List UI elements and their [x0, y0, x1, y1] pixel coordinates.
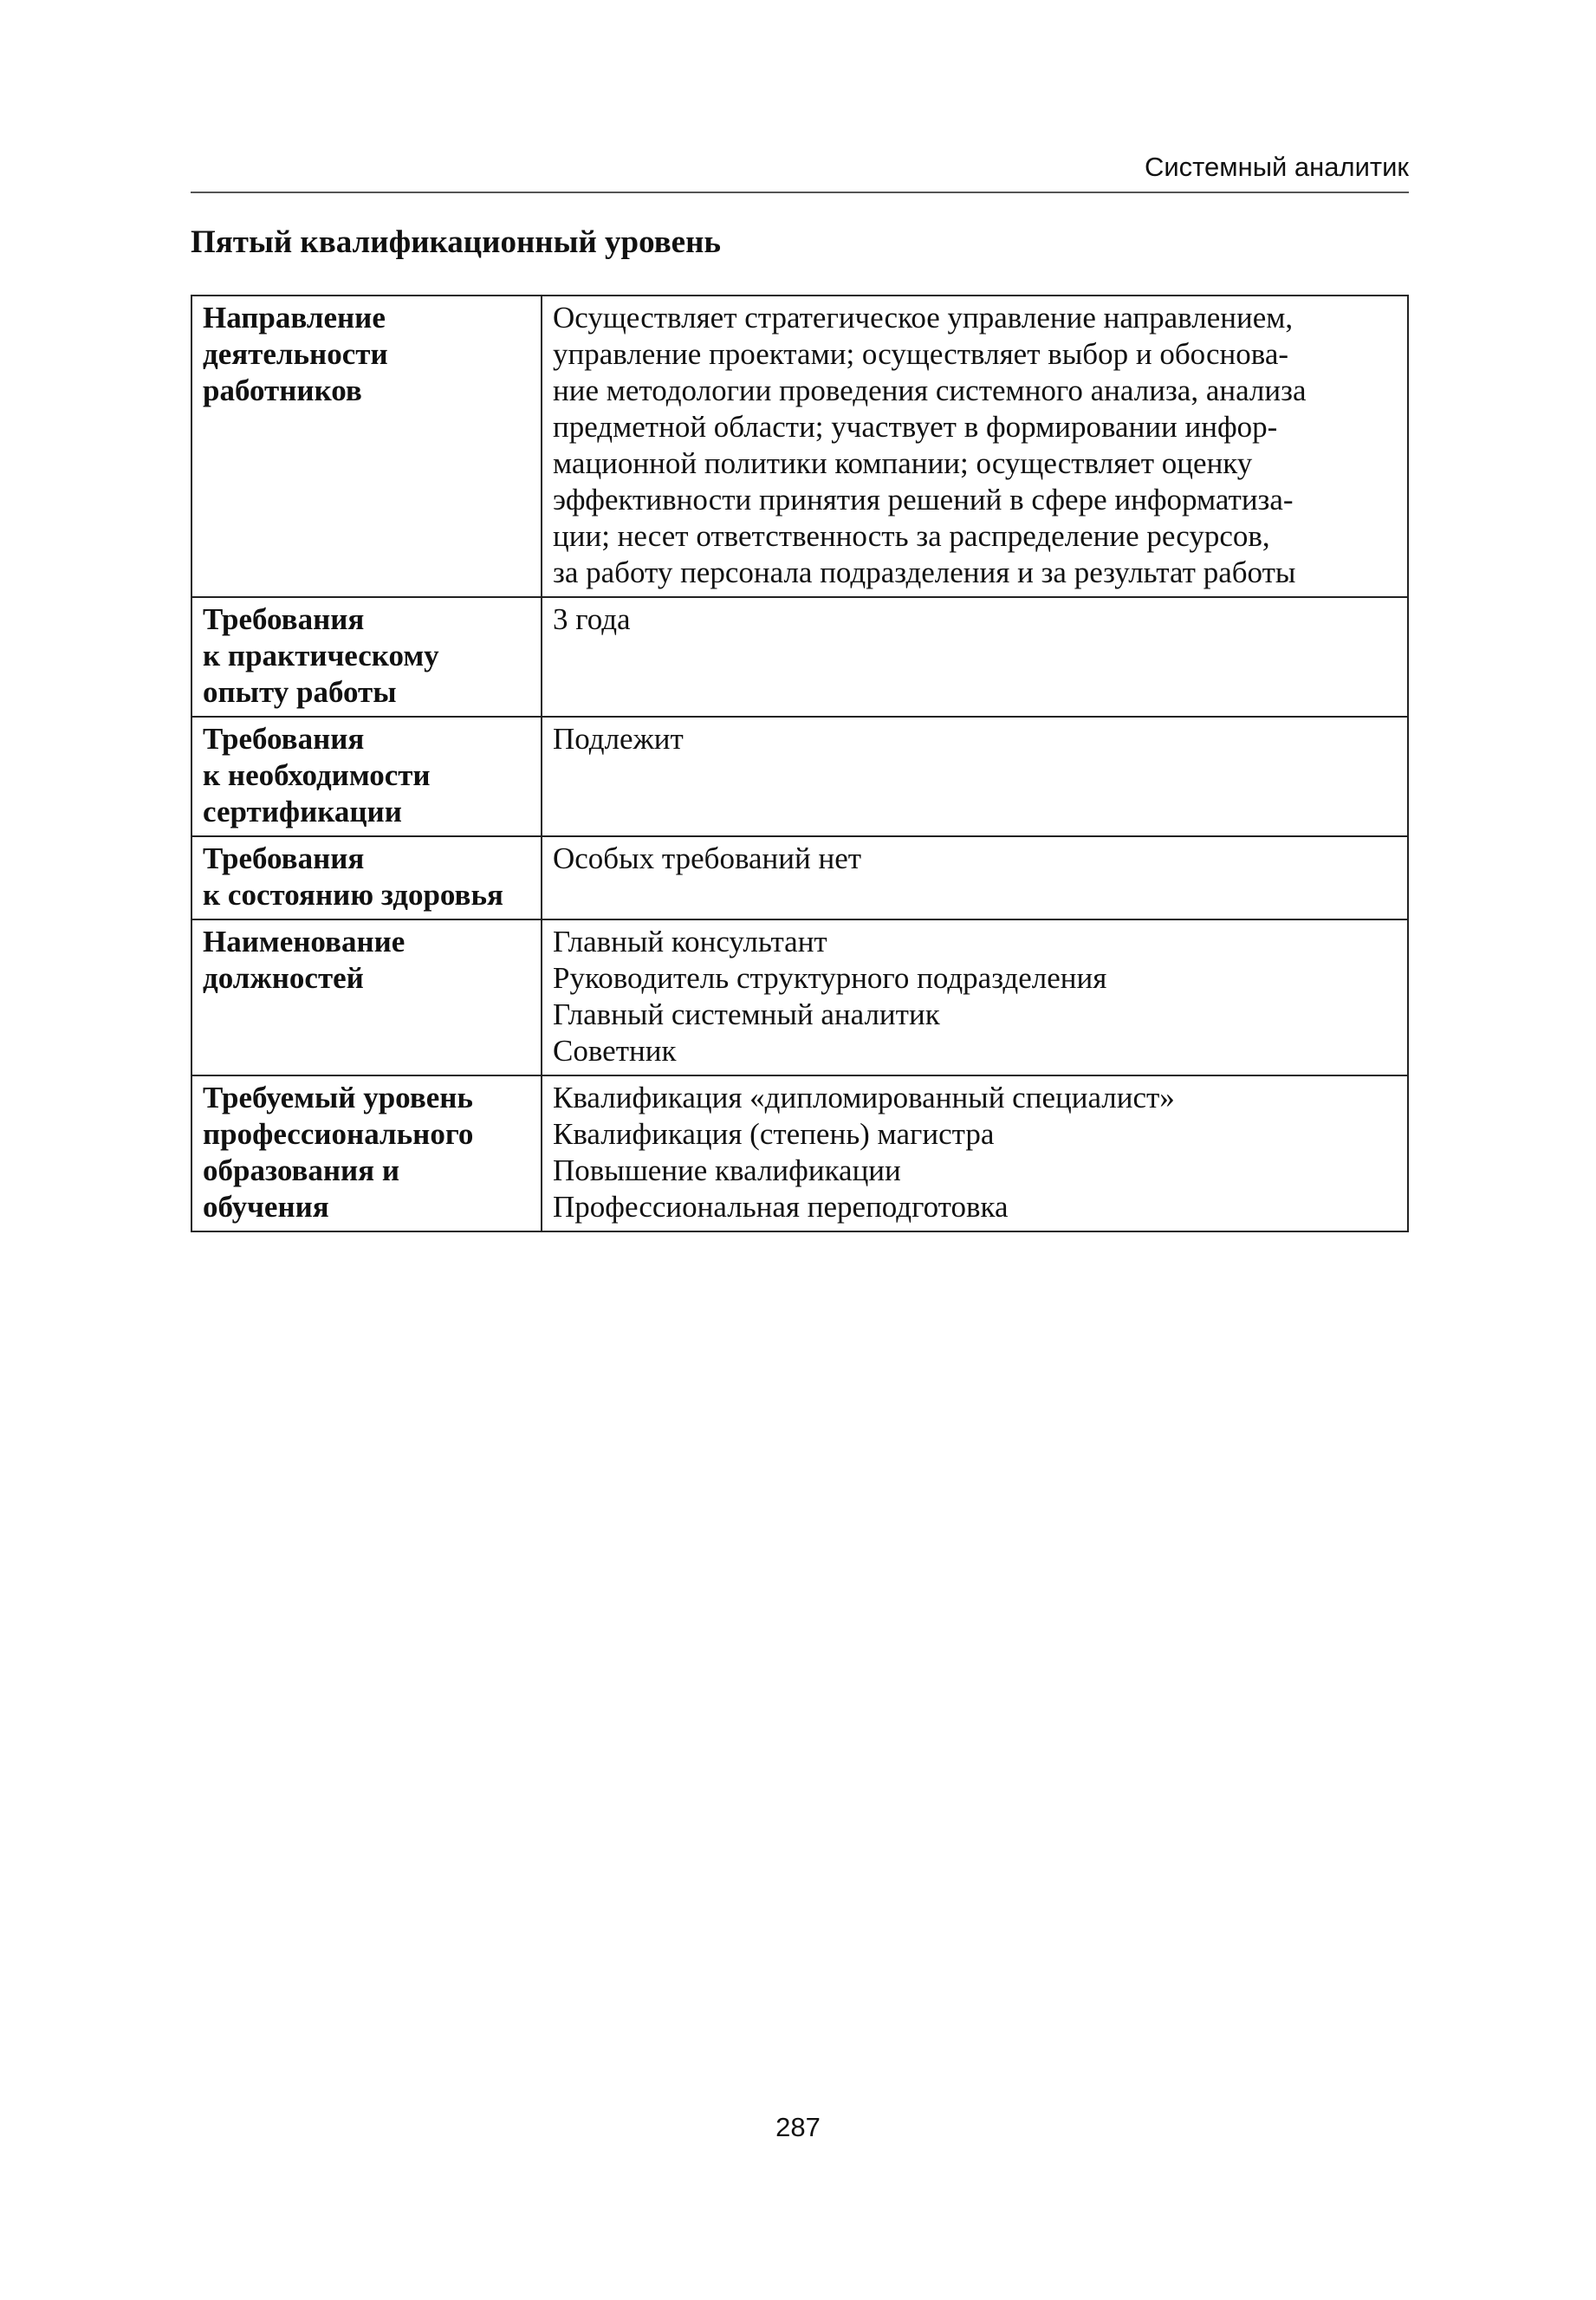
table-row	[191, 296, 1408, 597]
label-line: Наименование	[203, 925, 405, 958]
value-line: управление проектами; осуществляет выбор и обоснова-	[553, 337, 1289, 371]
label-line: Требования	[203, 841, 365, 875]
value-line: Главный системный аналитик	[553, 997, 940, 1031]
value-line: Главный консультант	[553, 925, 827, 958]
label-line: работников	[203, 374, 362, 407]
label-line: Направление	[203, 301, 386, 335]
row-label	[191, 597, 542, 717]
row-label	[191, 717, 542, 836]
label-line: к практическому	[203, 639, 439, 672]
value-line: предметной области; участвует в формировании инфор-	[553, 410, 1278, 444]
label-line: должностей	[203, 961, 364, 995]
label-line: к необходимости	[203, 758, 431, 792]
row-value	[542, 919, 1408, 1075]
row-value	[542, 597, 1408, 717]
value-line: 3 года	[553, 602, 631, 636]
row-value	[542, 717, 1408, 836]
qualification-table	[191, 295, 1409, 1232]
table-row	[191, 717, 1408, 836]
label-line: образования и обучения	[203, 1153, 400, 1224]
label-line: Требования	[203, 722, 365, 756]
page-number: 287	[775, 2112, 821, 2142]
row-label	[191, 296, 542, 597]
value-line: Советник	[553, 1034, 677, 1068]
label-line: Требования	[203, 602, 365, 636]
table-row	[191, 597, 1408, 717]
value-line: мационной политики компании; осуществляет оценку	[553, 446, 1253, 480]
value-line: Осуществляет стратегическое управление направлением,	[553, 301, 1294, 335]
label-line: к состоянию здоровья	[203, 878, 503, 912]
value-line: Квалификация «дипломированный специалист»	[553, 1081, 1175, 1114]
value-line: Руководитель структурного подразделения	[553, 961, 1107, 995]
row-value	[542, 836, 1408, 919]
table-row	[191, 836, 1408, 919]
label-line: деятельности	[203, 337, 388, 371]
value-line: Повышение квалификации	[553, 1153, 901, 1187]
row-label	[191, 836, 542, 919]
row-label	[191, 919, 542, 1075]
row-label	[191, 1075, 542, 1231]
value-line: Квалификация (степень) магистра	[553, 1117, 995, 1151]
label-line: сертификации	[203, 795, 402, 828]
label-line: профессионального	[203, 1117, 474, 1151]
table-row	[191, 919, 1408, 1075]
label-line: опыту работы	[203, 675, 397, 709]
section-title: Пятый квалификационный уровень	[191, 224, 721, 260]
row-value	[542, 296, 1408, 597]
table-row	[191, 1075, 1408, 1231]
value-line: Профессиональная переподготовка	[553, 1190, 1009, 1224]
value-line: эффективности принятия решений в сфере информатиза-	[553, 483, 1294, 517]
label-line: Требуемый уровень	[203, 1081, 473, 1114]
row-value	[542, 1075, 1408, 1231]
value-line: Подлежит	[553, 722, 684, 756]
running-header: Системный аналитик	[191, 152, 1409, 193]
value-line: Особых требований нет	[553, 841, 862, 875]
value-line: ции; несет ответственность за распределение ресурсов,	[553, 519, 1270, 553]
value-line: ние методологии проведения системного анализа, анализа	[553, 374, 1307, 407]
value-line: за работу персонала подразделения и за результат работы	[553, 556, 1296, 589]
